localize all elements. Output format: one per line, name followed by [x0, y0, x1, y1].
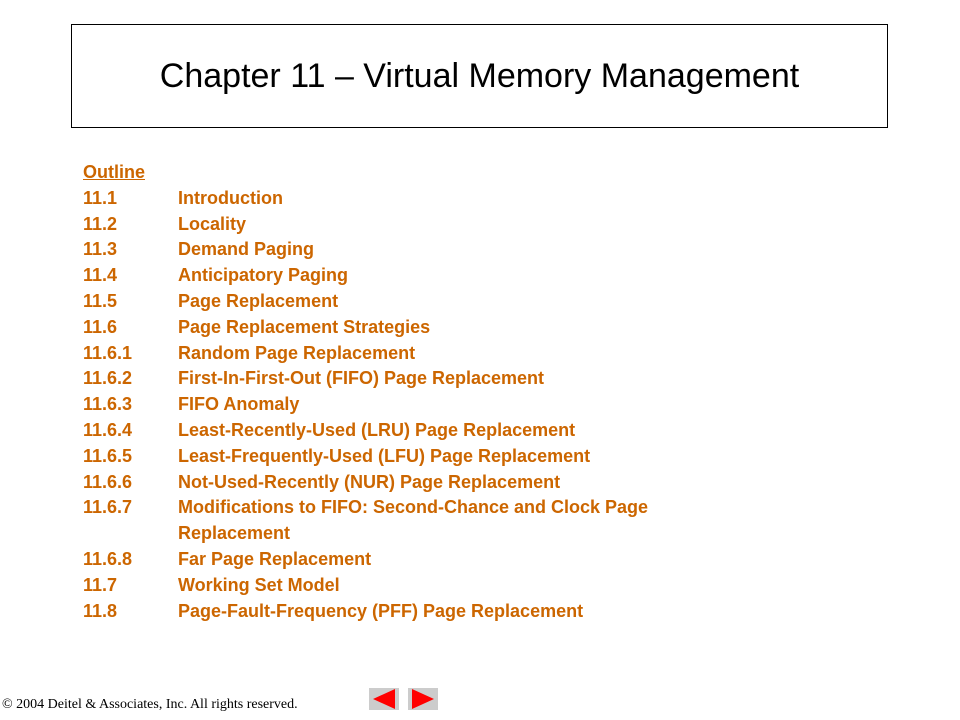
outline-item[interactable]: [83, 599, 803, 625]
outline-item[interactable]: [83, 212, 803, 238]
triangle-left-icon: [373, 689, 395, 709]
outline-item[interactable]: [83, 341, 803, 367]
outline-item-title: Least-Recently-Used (LRU) Page Replacement: [178, 419, 576, 440]
outline-item-number: 11.6.1: [83, 342, 133, 363]
outline-item-title: Far Page Replacement: [178, 548, 372, 569]
outline-item-title: Modifications to FIFO: Second-Chance and Clock Page Replacement: [178, 497, 649, 544]
outline-item[interactable]: [83, 418, 803, 444]
outline-item-title: Introduction: [178, 187, 283, 208]
outline-item-number: 11.6.7: [83, 497, 133, 518]
outline-item-title: Page Replacement: [178, 290, 339, 311]
outline-item-title: FIFO Anomaly: [178, 394, 300, 415]
outline-item[interactable]: [83, 186, 803, 212]
outline-item-number: 11.6.4: [83, 419, 133, 440]
outline-item-number: 11.2: [83, 213, 118, 234]
outline-item-number: 11.5: [83, 290, 118, 311]
outline-item[interactable]: [83, 547, 803, 573]
outline-item-number: 11.6.2: [83, 368, 133, 389]
outline-item-number: 11.4: [83, 265, 118, 286]
triangle-right-icon: [412, 689, 434, 709]
outline-item-number: 11.6: [83, 316, 118, 337]
outline-item-title: Working Set Model: [178, 574, 340, 595]
outline-item[interactable]: [83, 495, 803, 547]
outline-item-number: 11.7: [83, 574, 118, 595]
previous-slide-button[interactable]: [369, 688, 399, 710]
outline-item-title: First-In-First-Out (FIFO) Page Replacement: [178, 368, 545, 389]
outline-item-title: Not-Used-Recently (NUR) Page Replacement: [178, 471, 561, 492]
outline-item[interactable]: [83, 366, 803, 392]
outline-item-title: Page-Fault-Frequency (PFF) Page Replacement: [178, 600, 584, 621]
outline-item-number: 11.1: [83, 187, 118, 208]
title-box: [71, 24, 888, 128]
outline-item-title: Random Page Replacement: [178, 342, 416, 363]
outline-item[interactable]: [83, 289, 803, 315]
outline-item-title: Page Replacement Strategies: [178, 316, 431, 337]
outline-item-number: 11.3: [83, 239, 118, 260]
outline-item-number: 11.8: [83, 600, 118, 621]
outline-item[interactable]: [83, 392, 803, 418]
outline-item-title: Least-Frequently-Used (LFU) Page Replacement: [178, 445, 591, 466]
outline-item-title: Anticipatory Paging: [178, 265, 349, 286]
outline-item-title: Demand Paging: [178, 239, 315, 260]
outline-rows: [83, 186, 803, 625]
outline-item-number: 11.6.5: [83, 445, 133, 466]
outline-item[interactable]: [83, 315, 803, 341]
outline-item[interactable]: [83, 263, 803, 289]
outline-item[interactable]: [83, 573, 803, 599]
outline-item[interactable]: [83, 444, 803, 470]
outline-list: [83, 160, 803, 624]
outline-item-number: 11.6.8: [83, 548, 133, 569]
outline-item[interactable]: [83, 470, 803, 496]
slide-title: Chapter 11 – Virtual Memory Management: [159, 56, 800, 95]
outline-heading[interactable]: Outline: [83, 162, 145, 182]
outline-item[interactable]: [83, 237, 803, 263]
outline-item-number: 11.6.3: [83, 394, 133, 415]
next-slide-button[interactable]: [408, 688, 438, 710]
outline-item-number: 11.6.6: [83, 471, 133, 492]
copyright-footer: © 2004 Deitel & Associates, Inc. All rights reserved.: [2, 697, 298, 712]
outline-item-title: Locality: [178, 213, 247, 234]
